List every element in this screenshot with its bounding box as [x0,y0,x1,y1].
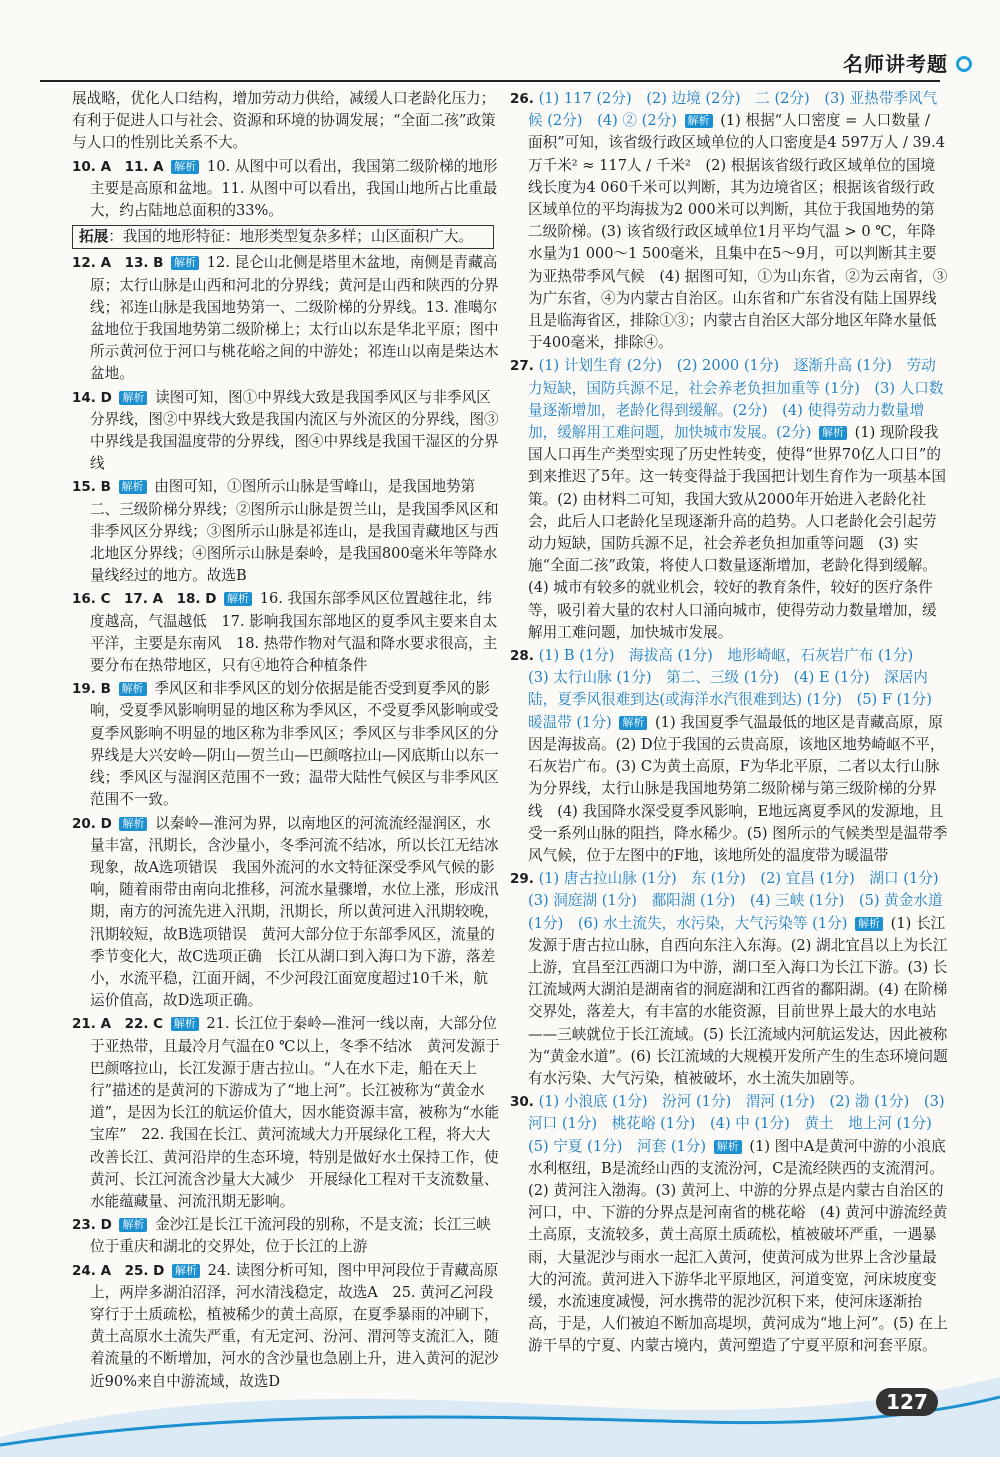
question-number: 27. [510,358,534,375]
analysis-tag: 解析 [119,391,147,405]
answer-19 [72,678,500,811]
answer-30 [510,1091,948,1357]
question-number: 10. A 11. A [72,158,164,175]
right-column [510,88,954,1359]
analysis-tag: 解析 [685,114,713,128]
analysis-tag: 解析 [714,1140,742,1154]
answer-14 [72,387,500,476]
analysis-text: (1) 根据“人口密度 = 人口数量 / 面积”可知，该省级行政区域单位的人口密度是4 597万人 / 39.4万千米² ≈ 117人 / 千米² (2) 根据该省级行政区域单位的国境线长度为4 060千米可以判断，其为边境省区；根据该省级行政区域单位的平均海拔为2 000米可以判断，其位于我国地势的第二级阶梯。(3) 该省级行政区域单位1月平均气温 > 0 ℃，年降水量为1 000～1 500毫米，且集中在5～9月，可以判断其主要为亚热带季风气候 (4) 据图可知，①为山东省，②为云南省，③为广东省，④为内蒙古自治区。山东省和广东省没有陆上国界线且是临海省区，排除①③；内蒙古自治区大部分地区年降水量低于400毫米，排除④。 [528,112,948,352]
analysis-text: (1) 图中A是黄河中游的小浪底水利枢纽，B是流经山西的支流汾河，C是流经陕西的支流渭河。(2) 黄河注入渤海。(3) 黄河上、中游的分界点是内蒙古自治区的河口，中、下游的分界点是河南省的桃花峪 (4) 黄河中游流经黄土高原，支流较多，黄土高原土质疏松，植被破坏严重，一遇暴雨，大量泥沙与雨水一起汇入黄河，使黄河成为世界上含沙量最大的河流。黄河进入下游华北平原地区，河道变宽，河床坡度变缓，水流速度减慢，河水携带的泥沙沉积下来，使河床逐渐抬高，于是，人们被迫不断加高堤坝，黄河成为“地上河”。(5) 在上游干旱的宁夏、内蒙古境内，黄河塑造了宁夏平原和河套平原。 [528,1137,948,1355]
answer-10-11 [72,156,500,223]
header-divider [40,80,940,82]
analysis-tag: 解析 [119,817,147,831]
analysis-text: 金沙江是长江干流河段的别称，不是支流；长江三峡位于重庆和湖北的交界处，位于长江的上游 [90,1216,491,1256]
analysis-tag: 解析 [171,1017,199,1031]
analysis-tag: 解析 [619,716,647,730]
page-number: 127 [876,1388,938,1416]
question-number: 16. C 17. A 18. D [72,591,217,608]
analysis-tag: 解析 [855,917,883,931]
analysis-text: 16. 我国东部季风区位置越往北，纬度越高，气温越低 17. 影响我国东部地区的夏季风主要来自太平洋，主要是东南风 18. 热带作物对气温和降水要求很高，主要分布在热带地区，只有④地符合种植条件 [90,590,498,675]
extend-label: 拓展 [79,228,109,246]
analysis-text: 24. 读图分析可知，图中甲河段位于青藏高原上，两岸多湖泊沼泽，河水清浅稳定，故选A 25. 黄河乙河段穿行于土质疏松，植被稀少的黄土高原，在夏季暴雨的冲刷下，黄土高原水土流失严重，有无定河、汾河、渭河等支流汇入，随着流量的不断增加，河水的含沙量也急剧上升，进入黄河的泥沙近90%来自中游流域，故选D [90,1261,499,1390]
analysis-text: 读图可知，图①中界线大致是我国季风区与非季风区分界线，图②中界线大致是我国内流区与外流区的分界线，图③中界线是我国温度带的分界线，图④中界线是我国干湿区的分界线 [90,388,499,473]
question-number: 19. B [72,681,111,698]
question-number: 30. [510,1094,534,1111]
question-number: 26. [510,91,534,107]
question-number: 29. [510,871,534,888]
answer-27 [510,355,948,644]
left-column [72,88,500,1394]
question-number: 28. [510,648,534,665]
analysis-text: (1) 现阶段我国人口再生产类型实现了历史性转变，使得“世界70亿人口日”的到来推迟了5年。这一转变得益于我国把计划生育作为一项基本国策。(2) 由材料二可知，我国大致从2000年开始进入老龄化社会，此后人口老龄化呈现逐渐升高的趋势。人口老龄化会引起劳动力短缺，国防兵源不足，社会养老负担加重等问题 (3) 实施“全面二孩”政策，将使人口数量逐渐增加，老龄化得到缓解。(4) 城市有较多的就业机会，较好的教育条件，较好的医疗条件等，吸引着大量的农村人口涌向城市，使得劳动力数量增加，缓解用工难问题，加快城市发展。 [528,424,946,641]
question-number: 24. A 25. D [72,1262,165,1279]
analysis-tag: 解析 [171,256,199,270]
answer-12-13 [72,252,500,385]
answer-key: (1) B (1分) 海拔高 (1分) 地形崎岖，石灰岩广布 (1分) (3) 太行山脉 (1分) 第二、三级 (1分) (4) E (1分) 深居内陆，夏季风很难到达(或海洋水汽很难到达) (1分) (5) F (1分) 暖温带 (1分) [528,647,947,731]
analysis-tag: 解析 [171,160,199,174]
extend-box [72,225,494,249]
analysis-text: (1) 我国夏季气温最低的地区是青藏高原，原因是海拔高。(2) D位于我国的云贵高原，该地区地势崎岖不平，石灰岩广布。(3) C为黄土高原，F为华北平原，二者以太行山脉为分界线，太行山脉是我国地势第二级阶梯与第三级阶梯的分界线 (4) 我国降水深受夏季风影响，E地远离夏季风的发源地，且受一系列山脉的阻挡，降水稀少。(5) 图所示的气候类型是温带季风气候，位于左图中的F地，该地所处的温度带为暖温带 [528,713,948,864]
analysis-text: 12. 昆仑山北侧是塔里木盆地，南侧是青藏高原；太行山脉是山西和河北的分界线；黄河是山西和陕西的分界线；祁连山脉是我国地势第一、二级阶梯的分界线。13. 准噶尔盆地位于我国地势第二级阶梯上；太行山以东是华北平原；图中所示黄河位于河口与桃花峪之间的中游处；祁连山以南是柴达木盆地。 [90,254,499,383]
analysis-text: 21. 长江位于秦岭—淮河一线以南，大部分位于亚热带，且最冷月气温在0 ℃以上，冬季不结冰 黄河发源于巴颜喀拉山，长江发源于唐古拉山。“人在水下走，船在天上行”描述的是黄河的下游成为了“地上河”。长江被称为“黄金水道”，是因为长江的航运价值大，因水能资源丰富，被称为“水能宝库” 22. 我国在长江、黄河流域大力开展绿化工程，将大大改善长江、黄河沿岸的生态环境，特别是做好水土保持工作，使黄河、长江河流含沙量大大减少 开展绿化工程对干支流数量、水能蕴藏量、河流汛期无影响。 [90,1015,500,1210]
question-number: 14. D [72,389,112,406]
continued-text: 展战略，优化人口结构，增加劳动力供给，减缓人口老龄化压力；有利于促进人口与社会、资源和环境的协调发展；“全面二孩”政策与人口的性别比关系不大。 [72,90,496,152]
answer-29 [510,868,954,1090]
answer-28 [510,645,948,867]
analysis-tag: 解析 [819,426,847,440]
analysis-tag: 解析 [119,480,147,494]
answer-key: (1) 117 (2分) (2) 边境 (2分) 二 (2分) (3) 亚热带季风气候 (2分) (4) ② (2分) [528,90,938,130]
question-number: 23. D [72,1217,112,1234]
answer-16-18 [72,588,500,677]
analysis-text: (1) 长江发源于唐古拉山脉，自西向东注入东海。(2) 湖北宜昌以上为长江上游，宜昌至江西湖口为中游，湖口至入海口为长江下游。(3) 长江流域两大湖泊是湖南省的洞庭湖和江西省的鄱阳湖。(4) 在阶梯交界处，落差大，有丰富的水能资源，目前世界上最大的水电站——三峡就位于长江流域。(5) 长江流域内河航运发达，因此被称为“黄金水道”。(6) 长江流域的大规模开发所产生的生态环境问题有水污染、大气污染，植被破坏，水土流失加剧等。 [528,914,948,1087]
answer-20 [72,813,500,1013]
extend-text: ：我国的地形特征：地形类型复杂多样；山区面积广大。 [108,228,474,246]
analysis-tag: 解析 [172,1264,200,1278]
answer-key: (1) 计划生育 (2分) (2) 2000 (1分) 逐渐升高 (1分) 劳动力短缺，国防兵源不足，社会养老负担加重等 (1分) (3) 人口数量逐渐增加，老龄化得到缓解。(2分) (4) 使得劳动力数量增加，缓解用工难问题，加快城市发展。(2分) [528,357,944,442]
analysis-text: 以秦岭—淮河为界，以南地区的河流流经湿润区，水量丰富，汛期长，含沙量小，冬季河流不结冰，所以长江无结冰现象，故A选项错误 我国外流河的水文特征深受季风气候的影响，随着雨带由南向北推移，河流水量骤增，水位上涨，形成汛期，南方的河流先进入汛期，汛期长，所以黄河进入汛期较晚，汛期较短，故B选项错误 黄河大部分位于东部季风区，流量的季节变化大，故C选项正确 长江从湖口到入海口为下游，落差小，水流平稳，江面开阔，不少河段江面宽度超过10千米，航运价值高，故D选项正确。 [90,814,499,1010]
analysis-text: 10. 从图中可以看出，我国第二级阶梯的地形主要是高原和盆地。11. 从图中可以看出，我国山地所占比重最大，约占陆地总面积的33%。 [90,157,498,220]
question-number: 21. A 22. C [72,1016,164,1033]
footer-wave-decoration [0,1367,1000,1457]
answer-23 [72,1214,500,1258]
circle-icon [956,56,972,72]
header-title: 名师讲考题 [843,52,948,76]
analysis-text: 季风区和非季风区的划分依据是能否受到夏季风的影响，受夏季风影响明显的地区称为季风区，不受夏季风影响或受夏季风影响不明显的地区称为非季风区；季风区与非季风区的分界线是大兴安岭—阴山—贺兰山—巴颜喀拉山—冈底斯山以东一线；季风区与湿润区范围不一致；温带大陆性气候区与非季风区范围不一致。 [90,680,499,809]
analysis-text: 由图可知，①图所示山脉是雪峰山，是我国地势第二、三级阶梯分界线；②图所示山脉是贺兰山，是我国季风区和非季风区分界线；③图所示山脉是祁连山，是我国青藏地区与西北地区分界线；④图所示山脉是秦岭，是我国800毫米年等降水量线经过的地方。故选B [90,478,499,585]
answer-21-22 [72,1013,500,1213]
analysis-tag: 解析 [119,1218,147,1232]
question-number: 15. B [72,479,111,496]
answer-key: (1) 唐古拉山脉 (1分) 东 (1分) (2) 宜昌 (1分) 湖口 (1分) (3) 洞庭湖 (1分) 鄱阳湖 (1分) (4) 三峡 (1分) (5) 黄金水道 (1分) (6) 水土流失，水污染，大气污染等 (1分) [528,870,954,932]
analysis-tag: 解析 [224,592,252,606]
answer-key: (1) 小浪底 (1分) 汾河 (1分) 渭河 (1分) (2) 渤 (1分) (3) 河口 (1分) 桃花峪 (1分) (4) 中 (1分) 黄土 地上河 (1分) (5) 宁夏 (1分) 河套 (1分) [528,1093,947,1155]
answer-15 [72,476,500,587]
analysis-tag: 解析 [119,682,147,696]
question-number: 12. A 13. B [72,255,164,272]
answer-26 [510,88,948,354]
question-number: 20. D [72,815,112,832]
